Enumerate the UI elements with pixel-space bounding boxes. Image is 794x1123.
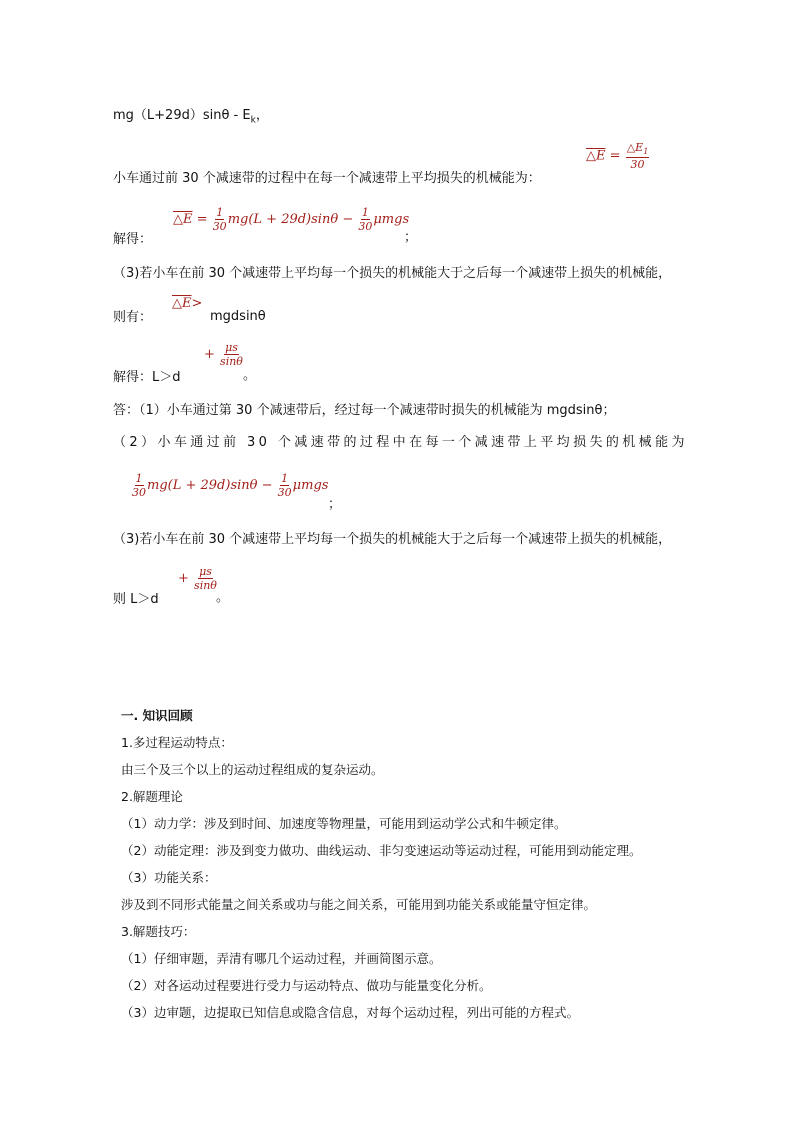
frac-num: △E [626,141,644,154]
then-label: 则有： [113,310,153,325]
review-line: （1）动力学：涉及到时间、加速度等物理量，可能用到运动学公式和牛顿定律。 [121,816,567,831]
then-rhs: mgdsinθ [210,309,266,324]
frac-num-sub: 1 [643,147,649,157]
avg-energy-formula: △E = $\frac{\triangle E_1}{30}$ [586,141,649,172]
energy-expression-text: mg（L+29d）sinθ - E [113,108,251,123]
review-line: 1.多过程运动特点： [121,735,233,750]
answer2-formula: $\frac{1}{30}$ mg(L + 29d)sinθ − $\frac{1}{30}$ μmgs [132,472,329,499]
solve1-lhs: △E [173,212,193,227]
frac-den: 30 [630,158,645,172]
solve1-label: 解得： [113,232,153,247]
subscript-k: k [250,115,256,126]
answer1: 答：（1）小车通过第 30 个减速带后，经过每一个减速带时损失的机械能为 mgdsinθ； [113,403,616,418]
review-line: 2.解题理论 [121,789,183,804]
solve1-coef2: $\frac{1}{30}$ [358,206,373,233]
review-title: 一. 知识回顾 [121,708,193,723]
review-line: （2）动能定理：涉及到变力做功、曲线运动、非匀变速运动等运动过程，可能用到动能定理。 [121,843,642,858]
solve2-label: 解得：L＞d [113,370,181,385]
comma: ， [255,108,269,123]
fraction-e1-over-30 [626,142,650,170]
then-gt: > [191,296,203,311]
ans2-term1: mg(L + 29d)sinθ [147,478,258,493]
review-line: （2）对各运动过程要进行受力与运动特点、做功与能量变化分析。 [121,978,492,993]
review-line: （3）边审题，边提取已知信息或隐含信息，对每个运动过程，列出可能的方程式。 [121,1005,579,1020]
answer2-semicolon: ； [328,497,342,512]
solve1-semicolon: ； [404,230,418,245]
review-line: 3.解题技巧： [121,924,196,939]
solve2-period: 。 [243,368,257,383]
solve2-formula [204,342,244,367]
review-line: （1）仔细审题，弄清有哪几个运动过程，并画简图示意。 [121,951,442,966]
solve1-coef1: $\frac{1}{30}$ [212,206,227,233]
review-line: 由三个及三个以上的运动过程组成的复杂运动。 [121,762,384,777]
answer3-label: 则 L＞d [113,592,159,607]
solve1-term2: μmgs [373,212,410,227]
answer2: （2）小车通过前 30 个减速带的过程中在每一个减速带上平均损失的机械能为 [113,435,688,450]
review-line: 涉及到不同形式能量之间关系或功与能之间关系，可能用到功能关系或能量守恒定律。 [121,897,597,912]
mus-over-sintheta: $\frac{\mu s}{\sin\theta}$ [194,565,217,592]
review-line: （3）功能关系： [121,870,217,885]
solve1-formula: △E = $\frac{1}{30}$ mg(L + 29d)sinθ − $\frac{1}{30}$ μmgs [173,206,410,233]
ans2-coef2: $\frac{1}{30}$ [277,472,292,499]
plus-sign: + [204,347,215,362]
solve1-term1: mg(L + 29d)sinθ [227,212,339,227]
energy-expression [113,104,269,126]
ans2-coef1: $\frac{1}{30}$ [132,472,146,499]
ans2-term2: μmgs [292,478,329,493]
avg-energy-statement: 小车通过前 30 个减速带的过程中在每一个减速带上平均损失的机械能为： [113,171,541,186]
mus-over-sintheta: $\frac{\mu s}{\sin\theta}$ [220,341,243,368]
then-formula [172,296,202,311]
plus-sign: + [178,571,189,586]
part3-statement: （3)若小车在前 30 个减速带上平均每一个损失的机械能大于之后每一个减速带上损失的机械能， [113,266,672,281]
answer3-period: 。 [216,590,230,605]
answer3-formula [178,566,218,591]
avg-energy-lhs: △E [586,148,606,164]
answer3: （3)若小车在前 30 个减速带上平均每一个损失的机械能大于之后每一个减速带上损失的机械能， [113,532,672,547]
then-lhs: △E [172,296,192,311]
